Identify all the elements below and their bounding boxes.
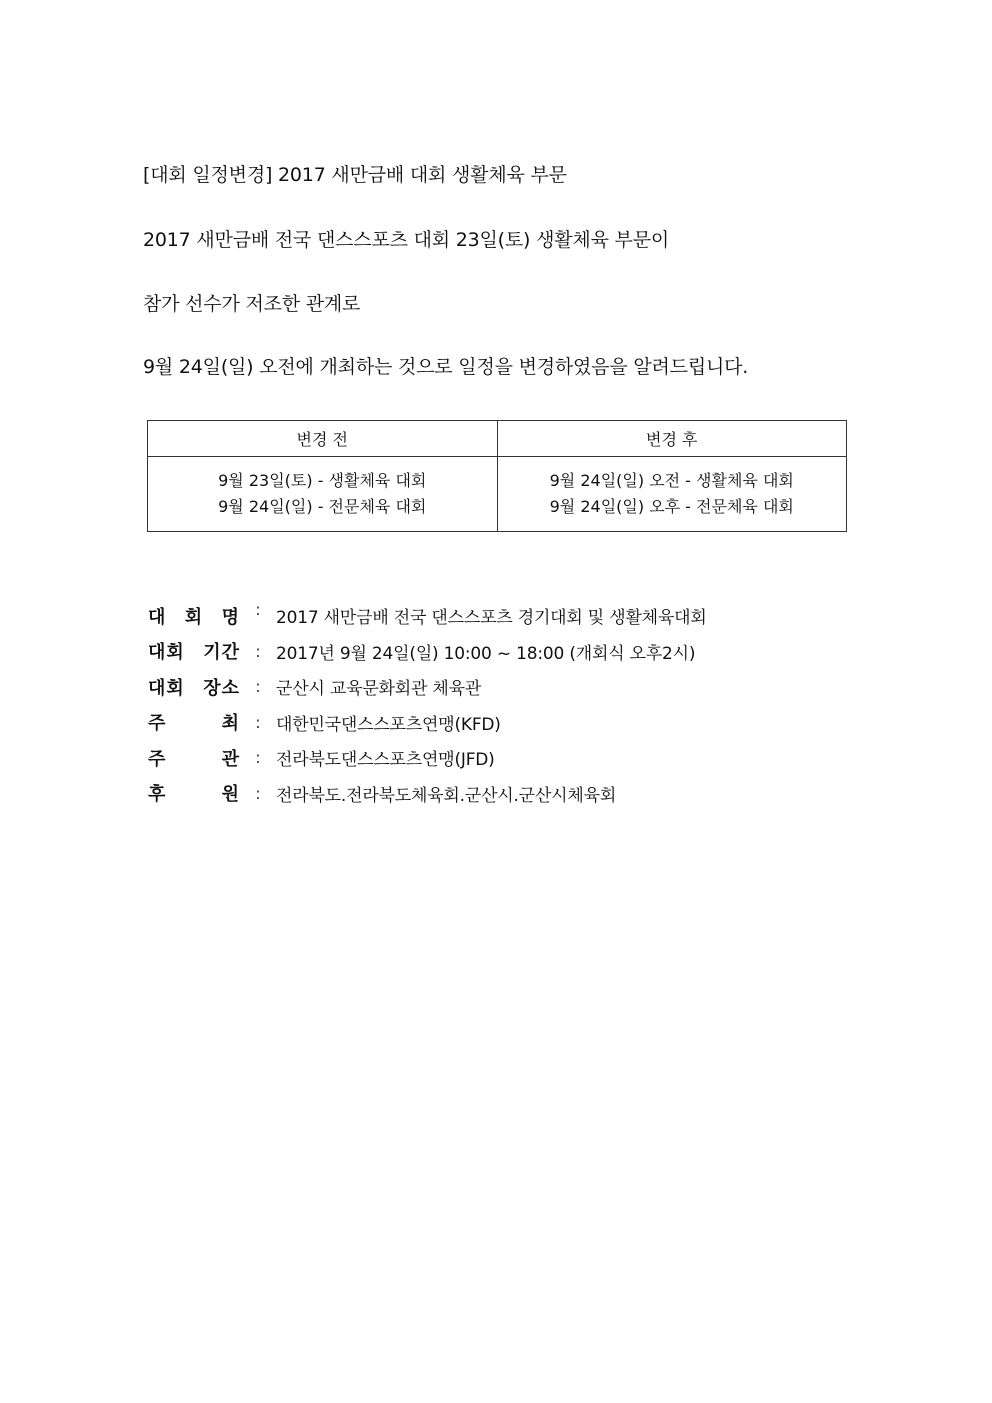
event-sponsor-row — [148, 776, 707, 812]
event-organizer-value: 전라북도댄스스포츠연맹(JFD) — [276, 750, 495, 771]
label-char: 회 — [184, 606, 204, 628]
notice-line-3: 9월 24일(일) 오전에 개최하는 것으로 일정을 변경하였음을 알려드립니다. — [143, 356, 749, 378]
after-line-1: 9월 24일(일) 오전 - 생활체육 대회 — [549, 471, 794, 490]
event-period-value: 2017년 9월 24일(일) 10:00 ~ 18:00 (개회식 오후2시) — [276, 643, 696, 664]
event-info-list — [148, 598, 707, 811]
before-line-1: 9월 23일(토) - 생활체육 대회 — [218, 471, 427, 490]
event-venue-row — [148, 669, 707, 705]
label-char: 명 — [221, 606, 240, 628]
event-venue-value: 군산시 교육문화회관 체육관 — [276, 679, 482, 700]
after-line-2: 9월 24일(일) 오후 - 전문체육 대회 — [549, 497, 794, 516]
colon: : — [255, 712, 261, 732]
label-char: 원 — [221, 784, 240, 806]
notice-line-2: 참가 선수가 저조한 관계로 — [143, 293, 361, 315]
event-name-label — [148, 603, 240, 629]
event-organizer-label — [148, 745, 240, 771]
event-sponsor-value: 전라북도.전라북도체육회.군산시.군산시체육회 — [276, 785, 617, 806]
label-char: 대 — [148, 606, 167, 628]
event-sponsor-label — [148, 780, 240, 806]
label-char: 관 — [221, 748, 240, 770]
event-host-label — [148, 709, 240, 735]
label-char: 대회 — [148, 642, 185, 664]
event-period-row — [148, 634, 707, 670]
notice-title: [대회 일정변경] 2017 새만금배 대회 생활체육 부문 — [143, 164, 567, 186]
colon: : — [255, 641, 261, 661]
event-host-row — [148, 705, 707, 741]
after-cell — [497, 457, 847, 532]
label-char: 장소 — [203, 677, 240, 699]
before-line-2: 9월 24일(일) - 전문체육 대회 — [218, 497, 427, 516]
label-char: 기간 — [203, 642, 240, 664]
colon: : — [255, 677, 261, 697]
header-before: 변경 전 — [148, 421, 498, 457]
event-period-label — [148, 638, 240, 664]
schedule-change-table — [147, 420, 847, 532]
label-char: 주 — [148, 713, 167, 735]
header-after: 변경 후 — [497, 421, 847, 457]
event-venue-label — [148, 674, 240, 700]
label-char: 후 — [148, 784, 167, 806]
event-host-value: 대한민국댄스스포츠연맹(KFD) — [276, 714, 501, 735]
notice-line-1: 2017 새만금배 전국 댄스스포츠 대회 23일(토) 생활체육 부문이 — [143, 229, 670, 251]
before-cell — [148, 457, 498, 532]
event-organizer-row — [148, 740, 707, 776]
label-char: 대회 — [148, 677, 185, 699]
table-row — [148, 457, 847, 532]
label-char: 주 — [148, 748, 167, 770]
colon: : — [255, 600, 261, 620]
event-name-value: 2017 새만금배 전국 댄스스포츠 경기대회 및 생활체육대회 — [276, 608, 707, 629]
event-name-row — [148, 598, 707, 634]
colon: : — [255, 748, 261, 768]
table-header-row — [148, 421, 847, 457]
colon: : — [255, 783, 261, 803]
label-char: 최 — [221, 713, 240, 735]
